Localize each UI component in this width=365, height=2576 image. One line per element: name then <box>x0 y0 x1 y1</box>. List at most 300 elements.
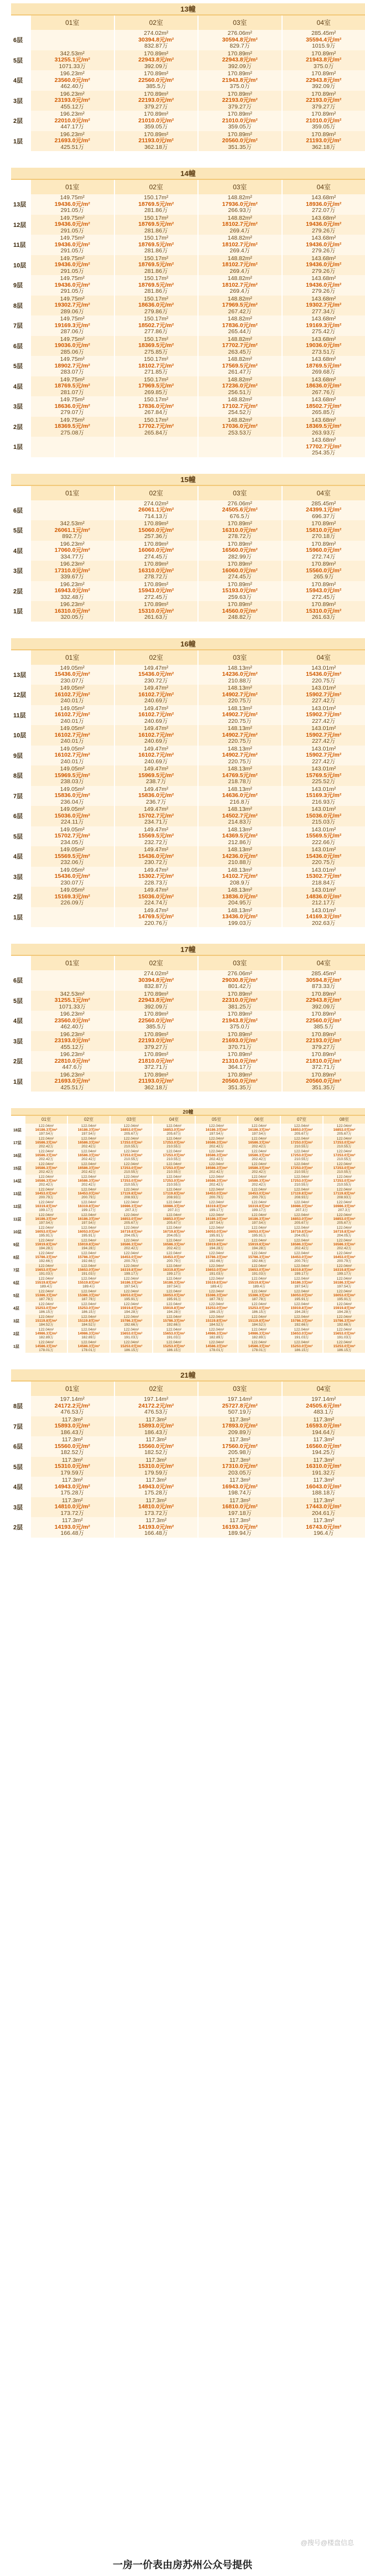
unit-total: 359.05万 <box>311 123 336 130</box>
unit-price: 35594.4元/m² <box>306 36 342 43</box>
unit-area: 170.89m² <box>311 1071 336 1078</box>
unit-price-cell <box>24 1149 67 1162</box>
unit-price: 22943.8元/m² <box>138 997 174 1003</box>
unit-price: 15919.8元/m² <box>120 1306 143 1310</box>
unit-area: 149.05m² <box>60 664 85 671</box>
unit-area: 122.04m² <box>166 1277 182 1281</box>
unit-price-cell <box>114 991 198 1011</box>
floor-label: 6层 <box>13 1444 23 1451</box>
unit-price: 16586.3元/m² <box>77 1166 100 1170</box>
unit-price-cell <box>67 1251 109 1264</box>
unit-price-cell <box>109 1315 152 1327</box>
unit-price: 15569.5元/m² <box>54 852 90 860</box>
unit-area: 122.04m² <box>294 1290 310 1294</box>
floor-row <box>11 907 365 928</box>
unit-total: 281.07万 <box>60 389 85 396</box>
unit-price: 16319.8元/m² <box>163 1268 185 1272</box>
unit-total: 173.72万 <box>144 1509 168 1517</box>
unit-total: 202.42万 <box>252 1145 267 1149</box>
unit-price: 16186.3元/m² <box>120 1281 143 1285</box>
unit-area: 117.3m² <box>61 1416 83 1423</box>
unit-total: 274.45万 <box>144 553 168 560</box>
unit-area: 117.3m² <box>313 1497 335 1504</box>
unit-total: 202.42万 <box>81 1145 96 1149</box>
unit-price-cell <box>281 1072 365 1092</box>
unit-total: 202.42万 <box>166 1246 181 1250</box>
floor-label: 13层 <box>13 671 27 679</box>
unit-price-cell <box>322 1302 365 1315</box>
unit-total: 447.17万 <box>60 123 85 130</box>
unit-price: 15119.8元/m² <box>248 1319 270 1323</box>
unit-total: 187.78万 <box>252 1297 267 1301</box>
unit-price-cell <box>281 1031 365 1052</box>
unit-price-cell <box>30 1477 114 1497</box>
unit-price: 15302.7元/m² <box>306 873 342 880</box>
unit-price: 16719.8元/m² <box>333 1230 356 1234</box>
unit-area: 117.3m² <box>229 1497 251 1504</box>
unit-total: 1071.33万 <box>59 1003 86 1010</box>
unit-price-cell <box>280 1289 322 1302</box>
unit-price: 19436.0元/m² <box>306 241 342 248</box>
unit-price-cell <box>237 1276 280 1289</box>
unit-area: 122.04m² <box>166 1188 182 1192</box>
unit-price-cell <box>281 970 365 991</box>
unit-area: 150.17m² <box>144 255 169 262</box>
unit-total: 269.85万 <box>144 389 168 396</box>
unit-total: 281.86万 <box>144 288 168 294</box>
unit-total: 832.87万 <box>144 43 168 49</box>
floor-header-spacer <box>11 956 30 970</box>
unit-price-cell <box>152 1340 195 1353</box>
unit-price: 15902.7元/m² <box>306 691 342 698</box>
unit-area: 196.23m² <box>60 70 85 77</box>
unit-price-cell <box>30 1031 114 1052</box>
unit-price-cell <box>30 561 114 581</box>
unit-price-cell <box>280 1251 322 1264</box>
unit-price-cell <box>114 907 198 928</box>
unit-area: 122.04m² <box>336 1315 352 1319</box>
unit-price-cell <box>114 867 198 887</box>
unit-total: 194.28万 <box>209 1246 224 1250</box>
unit-price: 14810.0元/m² <box>54 1503 90 1510</box>
unit-price-cell <box>281 336 365 356</box>
unit-price: 17969.5元/m² <box>222 302 258 308</box>
unit-total: 189.4万 <box>253 1285 265 1289</box>
unit-area: 197.14m² <box>60 1396 85 1403</box>
unit-total: 202.42万 <box>39 1183 54 1187</box>
unit-price: 16053.0元/m² <box>333 1294 356 1297</box>
unit-price-cell <box>30 356 114 376</box>
unit-price: 18102.7元/m² <box>222 221 258 227</box>
unit-price-cell <box>280 1327 322 1340</box>
unit-total: 200.79万 <box>337 1259 352 1263</box>
unit-area: 122.04m² <box>208 1264 225 1268</box>
unit-total: 195.91万 <box>166 1297 181 1301</box>
unit-total: 362.18万 <box>311 143 336 151</box>
unit-price: 17119.8元/m² <box>120 1192 143 1196</box>
unit-area: 122.04m² <box>208 1188 225 1192</box>
unit-area: 148.13m² <box>227 907 252 914</box>
unit-header: 03室 <box>197 15 281 30</box>
unit-price: 15436.0元/m² <box>138 671 174 677</box>
floor-label: 5层 <box>13 997 23 1005</box>
unit-price: 15169.3元/m² <box>54 893 90 900</box>
unit-total: 265.9万 <box>313 573 334 580</box>
unit-price: 15943.0元/m² <box>138 587 174 594</box>
unit-price: 16853.0元/m² <box>163 1128 185 1132</box>
unit-area: 170.89m² <box>311 131 336 138</box>
unit-total: 189.94万 <box>228 1530 252 1537</box>
unit-total: 832.87万 <box>144 983 168 990</box>
unit-total: 210.55万 <box>166 1170 181 1174</box>
unit-total: 186.43万 <box>144 1429 168 1436</box>
unit-total: 205.98万 <box>228 1449 252 1456</box>
floor-row <box>11 437 365 457</box>
unit-price: 15893.0元/m² <box>54 1423 90 1429</box>
unit-price-cell <box>114 846 198 867</box>
unit-price-cell <box>281 50 365 71</box>
unit-price: 16102.7元/m² <box>54 711 90 718</box>
unit-area: 122.04m² <box>166 1226 182 1230</box>
floor-label: 12层 <box>13 221 27 229</box>
unit-area: 170.89m² <box>311 1031 336 1038</box>
unit-total: 202.42万 <box>81 1157 96 1161</box>
unit-price-cell <box>114 1436 198 1457</box>
unit-price-cell <box>109 1238 152 1251</box>
unit-price: 15060.0元/m² <box>138 526 174 534</box>
unit-price-cell <box>237 1289 280 1302</box>
unit-price: 16853.0元/m² <box>120 1128 143 1132</box>
unit-price-cell <box>114 1416 198 1437</box>
unit-price: 15653.0元/m² <box>35 1268 58 1272</box>
unit-price: 15919.8元/m² <box>77 1243 100 1246</box>
unit-total: 197.54万 <box>124 1285 139 1289</box>
unit-price: 18636.0元/m² <box>138 302 174 308</box>
unit-price: 16186.3元/m² <box>205 1128 228 1132</box>
unit-price-cell <box>322 1340 365 1353</box>
unit-area: 122.04m² <box>294 1201 310 1204</box>
unit-price: 14902.7元/m² <box>222 752 258 758</box>
unit-price: 30394.8元/m² <box>138 36 174 43</box>
unit-total: 210.55万 <box>337 1170 352 1174</box>
unit-price: 16810.0元/m² <box>222 1503 258 1510</box>
unit-price-cell <box>67 1315 109 1327</box>
unit-total: 202.42万 <box>124 1246 139 1250</box>
unit-price: 16586.3元/m² <box>35 1166 58 1170</box>
unit-header: 04室 <box>152 1116 195 1124</box>
unit-total: 195.91万 <box>252 1234 267 1238</box>
unit-total: 218.78万 <box>228 778 252 785</box>
unit-total: 200.79万 <box>252 1196 267 1199</box>
unit-area: 170.89m² <box>227 581 252 588</box>
unit-total: 202.42万 <box>39 1157 54 1161</box>
unit-price-cell <box>280 1315 322 1327</box>
unit-area: 122.04m² <box>38 1188 54 1192</box>
unit-price-cell <box>114 376 198 397</box>
unit-header: 01室 <box>30 486 114 500</box>
unit-price-cell <box>30 255 114 276</box>
unit-total: 199.17万 <box>337 1272 352 1276</box>
unit-area: 122.04m² <box>123 1277 139 1281</box>
unit-area: 197.14m² <box>144 1396 169 1403</box>
unit-total: 197.54万 <box>209 1132 224 1136</box>
unit-total: 212.86万 <box>228 839 252 846</box>
unit-area: 143.01m² <box>311 765 336 772</box>
unit-area: 122.04m² <box>123 1213 139 1217</box>
unit-total: 189.4万 <box>82 1285 95 1289</box>
unit-header: 01室 <box>30 1382 114 1396</box>
unit-price-cell <box>67 1289 109 1302</box>
unit-price: 23560.0元/m² <box>54 1017 90 1024</box>
unit-price-cell <box>322 1315 365 1327</box>
floor-row <box>11 70 365 91</box>
unit-area: 150.17m² <box>144 396 169 403</box>
unit-price-cell <box>114 705 198 726</box>
unit-total: 194.28万 <box>124 1310 139 1314</box>
unit-price-cell <box>197 846 281 867</box>
unit-area: 122.04m² <box>336 1264 352 1268</box>
unit-total: 192.66万 <box>81 1259 96 1263</box>
unit-total: 191.03万 <box>39 1272 54 1276</box>
unit-price: 16719.8元/m² <box>120 1230 143 1234</box>
unit-price-cell <box>30 1436 114 1457</box>
unit-area: 143.68m² <box>311 396 336 403</box>
unit-price-cell <box>281 561 365 581</box>
unit-price-cell <box>114 725 198 746</box>
unit-price: 17893.0元/m² <box>222 1423 258 1429</box>
unit-total: 240.69万 <box>144 697 168 704</box>
unit-area: 149.47m² <box>144 907 169 914</box>
unit-price: 16319.8元/m² <box>290 1268 313 1272</box>
floor-label: 16层 <box>13 1153 22 1158</box>
unit-total: 191.03万 <box>81 1272 96 1276</box>
unit-price: 17253.0元/m² <box>163 1179 185 1183</box>
unit-area: 149.47m² <box>144 705 169 712</box>
unit-total: 392.09万 <box>144 63 168 70</box>
unit-area: 149.75m² <box>60 376 85 383</box>
floor-label: 9层 <box>13 752 23 759</box>
unit-price-cell <box>237 1136 280 1149</box>
unit-price: 15386.3元/m² <box>248 1294 270 1297</box>
floor-label: 6层 <box>13 37 23 44</box>
unit-area: 196.23m² <box>60 581 85 588</box>
unit-price: 22310.0元/m² <box>222 997 258 1003</box>
unit-area: 170.89m² <box>227 540 252 547</box>
unit-area: 122.04m² <box>166 1124 182 1128</box>
unit-area: 122.04m² <box>336 1137 352 1141</box>
unit-price-cell <box>197 500 281 521</box>
unit-price: 16102.7元/m² <box>54 731 90 738</box>
unit-price: 15253.0元/m² <box>248 1306 270 1310</box>
unit-price-cell <box>30 437 114 457</box>
unit-area: 196.23m² <box>60 1051 85 1058</box>
unit-total: 289.06万 <box>60 308 85 315</box>
unit-total: 186.15万 <box>252 1310 267 1314</box>
unit-total: 184.52万 <box>81 1323 96 1327</box>
unit-price-cell <box>197 30 281 50</box>
unit-price: 20560.0元/m² <box>306 1078 342 1084</box>
unit-area: 122.04m² <box>336 1124 352 1128</box>
unit-price: 15560.0元/m² <box>138 1442 174 1450</box>
unit-price-cell <box>280 1238 322 1251</box>
unit-price: 16853.0元/m² <box>333 1217 356 1221</box>
unit-price: 15169.3元/m² <box>306 792 342 799</box>
unit-price: 24172.2元/m² <box>54 1402 90 1409</box>
unit-area: 122.04m² <box>294 1264 310 1268</box>
unit-price: 14986.3元/m² <box>205 1332 228 1336</box>
unit-price: 15119.8元/m² <box>35 1319 58 1323</box>
floor-label: 3层 <box>13 1038 23 1045</box>
unit-area: 117.3m² <box>61 1517 83 1524</box>
unit-price: 16853.0元/m² <box>120 1217 143 1221</box>
unit-header: 01室 <box>30 650 114 665</box>
unit-total: 254.52万 <box>228 409 252 416</box>
floor-label: 8层 <box>13 1255 19 1260</box>
unit-area: 150.17m² <box>144 295 169 302</box>
unit-price-cell <box>197 131 281 152</box>
unit-price-cell <box>280 1213 322 1225</box>
floor-label: 5层 <box>13 57 23 64</box>
floor-label: 4层 <box>13 383 23 390</box>
unit-area: 149.47m² <box>144 866 169 873</box>
unit-price-cell <box>197 1396 281 1416</box>
unit-header: 08室 <box>322 1116 365 1124</box>
unit-price-cell <box>237 1124 280 1136</box>
unit-total: 385.5万 <box>145 1023 166 1030</box>
unit-price: 21010.0元/m² <box>222 117 258 124</box>
unit-area: 149.47m² <box>144 745 169 752</box>
unit-total: 200.79万 <box>166 1259 181 1263</box>
unit-total: 202.42万 <box>209 1183 224 1187</box>
unit-area: 170.89m² <box>144 70 169 77</box>
unit-price-cell <box>322 1276 365 1289</box>
unit-area: 122.04m² <box>208 1137 225 1141</box>
unit-price-cell <box>281 685 365 705</box>
unit-area: 117.3m² <box>229 1517 251 1524</box>
unit-area: 170.89m² <box>144 1031 169 1038</box>
unit-price-cell <box>67 1149 109 1162</box>
unit-area: 170.89m² <box>311 520 336 527</box>
unit-price-cell <box>109 1264 152 1276</box>
unit-price: 23193.0元/m² <box>54 1037 90 1044</box>
floor-row <box>11 867 365 887</box>
unit-price-cell <box>197 746 281 766</box>
unit-area: 196.23m² <box>60 540 85 547</box>
unit-total: 334.77万 <box>60 553 85 560</box>
unit-total: 196.4万 <box>313 1530 334 1537</box>
unit-total: 277.34万 <box>311 308 336 315</box>
unit-area: 122.04m² <box>251 1175 267 1179</box>
unit-area: 122.04m² <box>336 1226 352 1230</box>
unit-price-cell <box>114 296 198 316</box>
unit-price: 15253.0元/m² <box>333 1344 356 1348</box>
unit-total: 210.55万 <box>337 1145 352 1149</box>
unit-area: 143.01m² <box>311 866 336 873</box>
unit-price: 15786.3元/m² <box>35 1255 58 1259</box>
floor-row <box>11 765 365 786</box>
unit-price-cell <box>30 30 114 50</box>
unit-price: 21943.8元/m² <box>222 1017 258 1024</box>
unit-area: 149.75m² <box>60 214 85 221</box>
unit-area: 170.89m² <box>144 1051 169 1058</box>
unit-price: 19436.0元/m² <box>306 221 342 227</box>
unit-price-cell <box>197 1457 281 1477</box>
unit-price: 16586.3元/m² <box>77 1141 100 1145</box>
unit-price: 16319.8元/m² <box>35 1204 58 1208</box>
unit-total: 199.03万 <box>228 919 252 927</box>
unit-price-cell <box>24 1136 67 1149</box>
unit-area: 143.68m² <box>311 376 336 383</box>
floor-row <box>11 1315 365 1327</box>
unit-area: 122.04m² <box>208 1213 225 1217</box>
unit-price: 21943.8元/m² <box>306 56 342 63</box>
unit-total: 230.07万 <box>60 879 85 886</box>
unit-price-cell <box>322 1327 365 1340</box>
unit-area: 149.47m² <box>144 806 169 813</box>
unit-area: 149.05m² <box>60 866 85 873</box>
unit-total: 269.4万 <box>230 288 251 294</box>
unit-price-cell <box>237 1149 280 1162</box>
unit-price-cell <box>30 194 114 215</box>
unit-area: 117.3m² <box>145 1456 167 1463</box>
unit-price-cell <box>67 1124 109 1136</box>
unit-total: 204.05万 <box>294 1234 309 1238</box>
unit-total: 202.42万 <box>81 1170 96 1174</box>
unit-area: 150.17m² <box>144 315 169 322</box>
unit-total: 197.18万 <box>228 1509 252 1517</box>
unit-header: 01室 <box>24 1116 67 1124</box>
floor-label: 9层 <box>13 282 23 289</box>
unit-price-cell <box>281 991 365 1011</box>
unit-area: 122.04m² <box>123 1150 139 1153</box>
unit-price: 15919.8元/m² <box>248 1243 270 1246</box>
unit-area: 122.04m² <box>251 1302 267 1306</box>
unit-area: 196.23m² <box>60 1011 85 1017</box>
unit-header: 03室 <box>197 486 281 500</box>
unit-price-cell <box>197 215 281 235</box>
unit-total: 801.42万 <box>228 983 252 990</box>
unit-total: 425.51万 <box>60 1084 85 1091</box>
unit-price-cell <box>67 1187 109 1200</box>
unit-price-cell <box>197 1416 281 1437</box>
unit-price-cell <box>237 1327 280 1340</box>
unit-price-cell <box>67 1327 109 1340</box>
unit-price: 18102.7元/m² <box>222 241 258 248</box>
unit-price: 16943.0元/m² <box>54 587 90 594</box>
unit-price-cell <box>237 1264 280 1276</box>
unit-price-cell <box>152 1276 195 1289</box>
unit-price-cell <box>30 1011 114 1031</box>
unit-total: 182.52万 <box>144 1449 168 1456</box>
unit-area: 170.89m² <box>311 1051 336 1058</box>
unit-total: 232.72万 <box>144 839 168 846</box>
unit-area: 170.89m² <box>311 540 336 547</box>
unit-price: 16186.3元/m² <box>77 1217 100 1221</box>
unit-area: 122.04m² <box>294 1315 310 1319</box>
unit-area: 122.04m² <box>294 1226 310 1230</box>
unit-price: 16453.0元/m² <box>248 1192 270 1196</box>
unit-price-cell <box>281 296 365 316</box>
unit-total: 240.01万 <box>60 717 85 725</box>
unit-price: 24505.6元/m² <box>222 506 258 513</box>
unit-price-cell <box>30 601 114 622</box>
unit-price-cell <box>197 275 281 296</box>
unit-total: 187.78万 <box>39 1297 54 1301</box>
floor-row <box>11 970 365 991</box>
unit-total: 192.66万 <box>39 1259 54 1263</box>
unit-area: 122.04m² <box>294 1162 310 1166</box>
unit-total: 261.47万 <box>228 369 252 375</box>
